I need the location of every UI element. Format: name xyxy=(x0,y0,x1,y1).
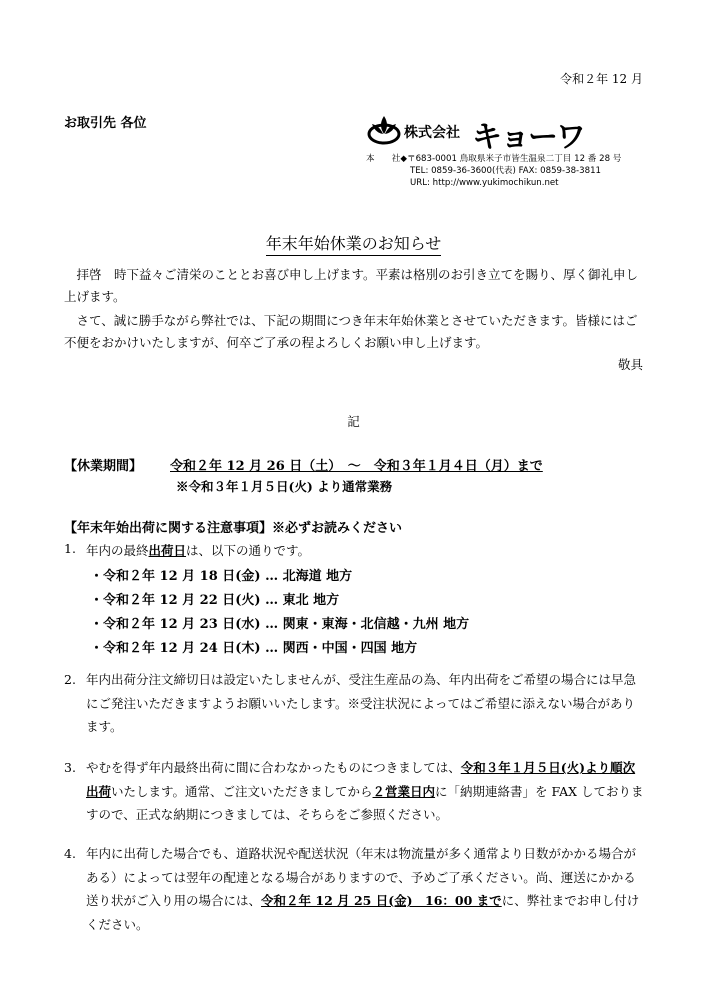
item-4-text: 年内に出荷した場合でも、道路状況や配送状況（年末は物流量が多く通常より日数がかかる場合がある）によっては翌年の配達となる場合がありますので、予めご了承ください。尚、運送にかかる送り状がご入り用の場合には、令和２年 12 月 25 日(金) 16：00 までに、弊社までお申し付けください。 xyxy=(86,846,640,932)
item-3-text: やむを得ず年内最終出荷に間に合わなかったものにつきましては、令和３年１月５日(火)より順次出荷いたします。通常、ご注文いただきましてから２営業日内に「納期連絡書」を FAX しておりますので、正式な納期につきましては、そちらをご参照ください。 xyxy=(86,760,644,822)
head-office-label: 本 社◆ xyxy=(366,154,407,164)
company-logo xyxy=(366,112,656,154)
shipment-date-2: ・令和２年 12 月 22 日(火) … 東北 地方 xyxy=(90,593,340,608)
item-2-number: 2. xyxy=(64,672,76,687)
shipment-date-4: ・令和２年 12 月 24 日(木) … 関西・中国・四国 地方 xyxy=(90,641,418,656)
holiday-period-label: 【休業期間】 xyxy=(64,459,143,474)
company-tel-fax: TEL: 0859-36-3600(代表) FAX: 0859-38-3811 xyxy=(410,166,602,176)
holiday-period-value: 令和２年 12 月 26 日（土） ～ 令和３年１月４日（月）まで xyxy=(170,459,543,474)
item-1-number: 1. xyxy=(64,541,76,556)
notes-heading: 【年末年始出荷に関する注意事項】※必ずお読みください xyxy=(64,521,403,536)
addressee: お取引先 各位 xyxy=(64,116,147,131)
item-3-number: 3. xyxy=(64,760,76,775)
company-address: 〒683-0001 鳥取県米子市皆生温泉二丁目 12 番 28 号 xyxy=(406,154,622,164)
shipment-date-1: ・令和２年 12 月 18 日(金) … 北海道 地方 xyxy=(90,569,353,584)
company-name: キョーワ xyxy=(472,120,584,155)
item-2-text: 年内出荷分注文締切日は設定いたしませんが、受注生産品の為、年内出荷をご希望の場合には早急にご発注いただきますようお願いいたします。※受注状況によってはご希望に添えない場合があります。 xyxy=(86,672,637,734)
item-1-text: 年内の最終出荷日は、以下の通りです。 xyxy=(86,543,311,558)
company-emblem-icon xyxy=(366,112,402,148)
greeting-paragraph: 拝啓 時下益々ご清栄のこととお喜び申し上げます。平素は格別のお引き立てを賜り、厚く御礼申し上げます。 xyxy=(64,267,639,304)
company-url: URL: http://www.yukimochikun.net xyxy=(410,178,559,188)
closing-keigu: 敬具 xyxy=(617,357,643,372)
resume-note: ※令和３年１月５日(火) より通常業務 xyxy=(176,479,393,494)
company-type: 株式会社 xyxy=(404,125,460,141)
company-info xyxy=(366,153,621,189)
ki-marker: 記 xyxy=(347,414,360,429)
item-4-number: 4. xyxy=(64,846,76,861)
document-title: 年末年始休業のお知らせ xyxy=(0,231,707,254)
shipment-date-3: ・令和２年 12 月 23 日(水) … 関東・東海・北信越・九州 地方 xyxy=(90,617,470,632)
document-date: 令和２年 12 月 xyxy=(560,72,643,86)
notice-paragraph: さて、誠に勝手ながら弊社では、下記の期間につき年末年始休業とさせていただきます。皆様にはご不便をおかけいたしますが、何卒ご了承の程よろしくお願い申し上げます。 xyxy=(64,313,638,350)
